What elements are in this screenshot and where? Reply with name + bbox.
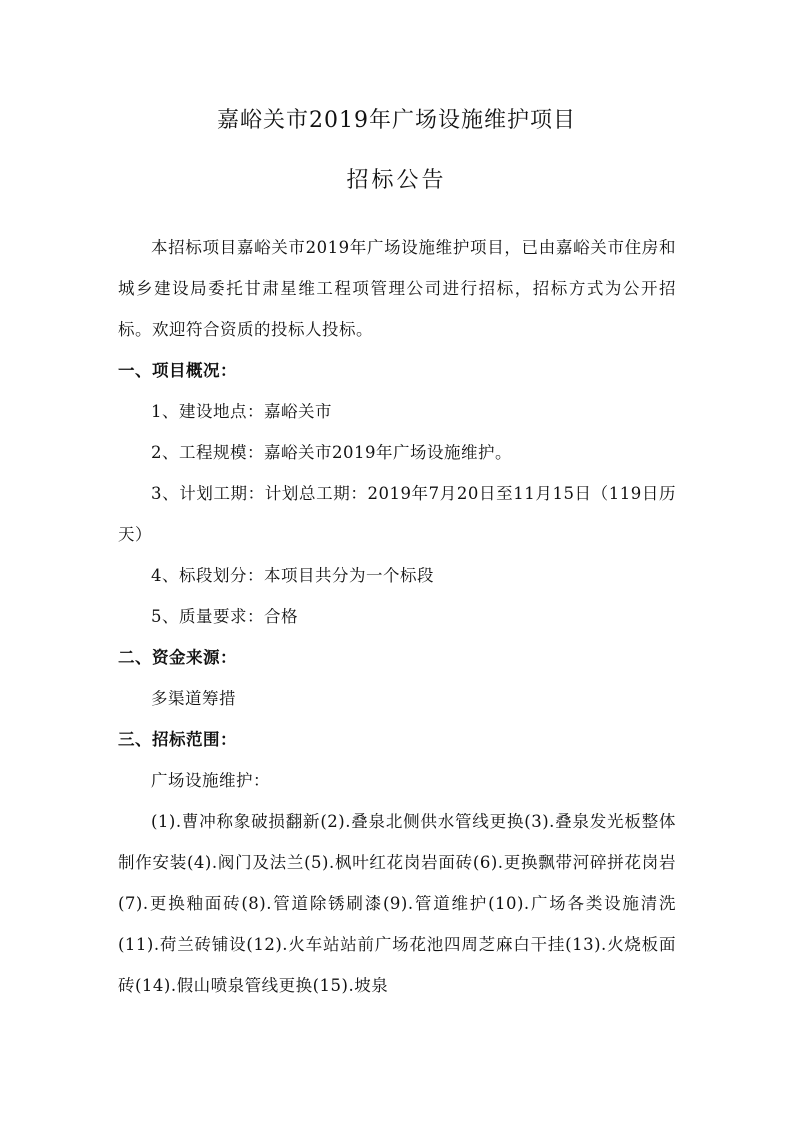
section1-item-schedule: 3、计划工期：计划总工期：2019年7月20日至11月15日（119日历天） bbox=[118, 484, 676, 544]
section1-heading: 一、项目概况： bbox=[118, 361, 237, 380]
section3-heading: 三、招标范围： bbox=[118, 730, 237, 749]
section2-text: 多渠道筹措 bbox=[151, 689, 236, 708]
section1-item-lots: 4、标段划分：本项目共分为一个标段 bbox=[151, 566, 434, 585]
section1-item-location: 1、建设地点：嘉峪关市 bbox=[151, 402, 332, 421]
section3-scope-text: (1).曹冲称象破损翻新(2).叠泉北侧供水管线更换(3).叠泉发光板整体制作安装(4).阀门及法兰(5).枫叶红花岗岩面砖(6).更换飘带河碎拼花岗岩(7).更换釉面砖(8).管道除锈刷漆(9).管道维护(10).广场各类设施清洗(11).荷兰砖铺设(12).火车站站前广场花池四周芝麻白干挂(13).火烧板面砖(14).假山喷泉管线更换(15).坡泉 bbox=[118, 812, 676, 995]
section3-subheading: 广场设施维护： bbox=[151, 771, 270, 790]
document-title: 嘉峪关市2019年广场设施维护项目 bbox=[217, 108, 576, 133]
section2-heading: 二、资金来源： bbox=[118, 648, 237, 667]
document-subtitle: 招标公告 bbox=[346, 168, 447, 193]
section1-item-quality: 5、质量要求：合格 bbox=[151, 607, 298, 626]
document-body bbox=[118, 227, 676, 1006]
intro-paragraph: 本招标项目嘉峪关市2019年广场设施维护项目，已由嘉峪关市住房和城乡建设局委托甘肃星维工程项管理公司进行招标，招标方式为公开招标。欢迎符合资质的投标人投标。 bbox=[118, 238, 676, 339]
section1-item-scale: 2、工程规模：嘉峪关市2019年广场设施维护。 bbox=[151, 443, 512, 462]
